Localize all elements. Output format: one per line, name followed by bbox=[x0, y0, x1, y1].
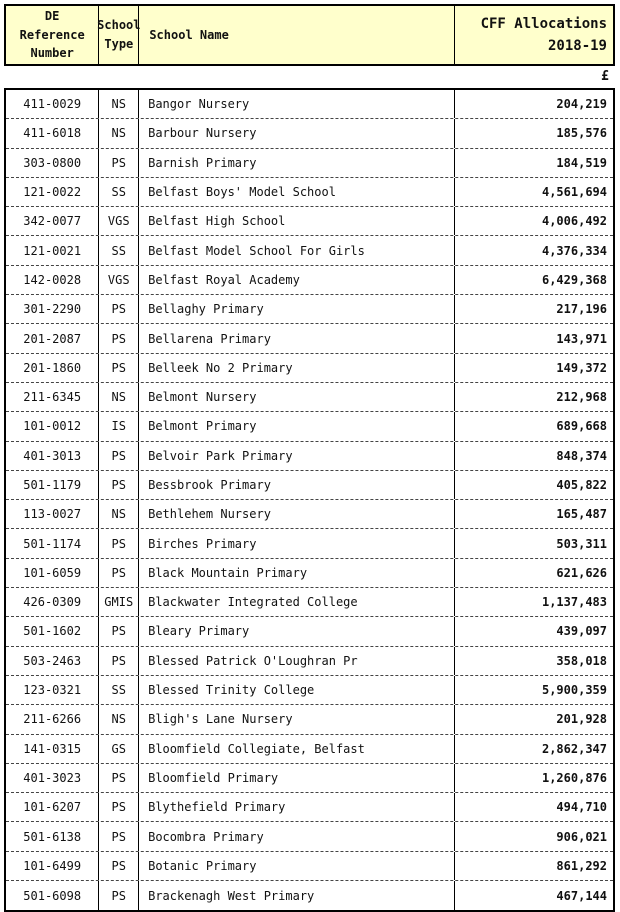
cell-allocation: 906,021 bbox=[556, 829, 607, 844]
cell-allocation: 5,900,359 bbox=[541, 683, 607, 698]
cell-school-name: Blackwater Integrated College bbox=[139, 588, 455, 616]
cell-school-type: PS bbox=[99, 442, 139, 470]
cell-allocation: 143,971 bbox=[556, 331, 607, 346]
table-row bbox=[6, 471, 613, 500]
cell-school-type: GS bbox=[99, 735, 139, 763]
cell-school-name: Blessed Patrick O'Loughran Pr bbox=[139, 647, 455, 675]
table-row bbox=[6, 852, 613, 881]
header-school-type: School Type bbox=[99, 6, 139, 64]
cell-allocation: 503,311 bbox=[556, 536, 607, 551]
table-row bbox=[6, 647, 613, 676]
cell-ref-number: 101-6499 bbox=[6, 852, 99, 880]
cell-ref-number: 426-0309 bbox=[6, 588, 99, 616]
cell-allocation: 149,372 bbox=[556, 360, 607, 375]
cell-school-name: Blythefield Primary bbox=[139, 793, 455, 821]
cell-allocation: 212,968 bbox=[556, 390, 607, 405]
table-row bbox=[6, 822, 613, 851]
cell-allocation: 689,668 bbox=[556, 419, 607, 434]
table-row bbox=[6, 207, 613, 236]
cell-allocation: 848,374 bbox=[556, 448, 607, 463]
cell-school-type: VGS bbox=[99, 266, 139, 294]
cell-school-name: Belfast High School bbox=[139, 207, 455, 235]
table-row bbox=[6, 735, 613, 764]
table-row bbox=[6, 588, 613, 617]
cell-allocation: 1,137,483 bbox=[541, 595, 607, 610]
cell-school-type: PS bbox=[99, 149, 139, 177]
table-row bbox=[6, 529, 613, 558]
cell-allocation: 467,144 bbox=[556, 888, 607, 903]
cell-allocation: 201,928 bbox=[556, 712, 607, 727]
cell-school-name: Bangor Nursery bbox=[139, 90, 455, 118]
cell-allocation: 4,006,492 bbox=[541, 214, 607, 229]
cell-school-type: PS bbox=[99, 354, 139, 382]
cell-school-name: Bloomfield Collegiate, Belfast bbox=[139, 735, 455, 763]
cell-school-name: Belfast Boys' Model School bbox=[139, 178, 455, 206]
cell-ref-number: 101-0012 bbox=[6, 412, 99, 440]
table-row bbox=[6, 90, 613, 119]
cell-school-name: Bloomfield Primary bbox=[139, 764, 455, 792]
cell-ref-number: 211-6345 bbox=[6, 383, 99, 411]
cell-school-type: PS bbox=[99, 471, 139, 499]
cell-school-name: Bellaghy Primary bbox=[139, 295, 455, 323]
cell-allocation: 2,862,347 bbox=[541, 741, 607, 756]
cell-school-type: VGS bbox=[99, 207, 139, 235]
table-row bbox=[6, 442, 613, 471]
cell-school-name: Bellarena Primary bbox=[139, 324, 455, 352]
cell-school-type: NS bbox=[99, 119, 139, 147]
cell-ref-number: 342-0077 bbox=[6, 207, 99, 235]
cell-allocation: 204,219 bbox=[556, 97, 607, 112]
cell-school-type: GMIS bbox=[99, 588, 139, 616]
cell-ref-number: 123-0321 bbox=[6, 676, 99, 704]
table-header bbox=[4, 4, 615, 66]
cell-ref-number: 211-6266 bbox=[6, 705, 99, 733]
cell-school-type: PS bbox=[99, 559, 139, 587]
table-row bbox=[6, 881, 613, 910]
cell-school-name: Bessbrook Primary bbox=[139, 471, 455, 499]
cell-ref-number: 201-1860 bbox=[6, 354, 99, 382]
cell-school-type: NS bbox=[99, 90, 139, 118]
cell-ref-number: 501-6098 bbox=[6, 881, 99, 910]
cell-school-type: SS bbox=[99, 178, 139, 206]
cell-school-type: NS bbox=[99, 383, 139, 411]
cell-school-name: Bethlehem Nursery bbox=[139, 500, 455, 528]
table-row bbox=[6, 500, 613, 529]
table-body bbox=[4, 88, 615, 912]
cell-ref-number: 401-3023 bbox=[6, 764, 99, 792]
cell-school-name: Belleek No 2 Primary bbox=[139, 354, 455, 382]
table-row bbox=[6, 149, 613, 178]
cell-ref-number: 411-0029 bbox=[6, 90, 99, 118]
header-cff-allocations: CFF Allocations 2018-19 bbox=[480, 15, 607, 54]
cell-school-name: Belmont Nursery bbox=[139, 383, 455, 411]
cell-ref-number: 301-2290 bbox=[6, 295, 99, 323]
cell-ref-number: 121-0022 bbox=[6, 178, 99, 206]
cell-ref-number: 113-0027 bbox=[6, 500, 99, 528]
table-row bbox=[6, 412, 613, 441]
cell-allocation: 4,561,694 bbox=[541, 185, 607, 200]
cell-school-type: IS bbox=[99, 412, 139, 440]
cell-school-name: Bocombra Primary bbox=[139, 822, 455, 850]
table-row bbox=[6, 178, 613, 207]
cell-school-type: PS bbox=[99, 295, 139, 323]
cell-school-name: Brackenagh West Primary bbox=[139, 881, 455, 910]
cell-allocation: 405,822 bbox=[556, 478, 607, 492]
cell-ref-number: 101-6059 bbox=[6, 559, 99, 587]
cell-school-type: PS bbox=[99, 881, 139, 910]
header-school-name: School Name bbox=[139, 6, 455, 64]
table-row bbox=[6, 236, 613, 265]
cell-school-type: PS bbox=[99, 617, 139, 645]
cell-school-type: PS bbox=[99, 764, 139, 792]
header-ref-number: DE Reference Number bbox=[6, 6, 99, 64]
cell-school-name: Bligh's Lane Nursery bbox=[139, 705, 455, 733]
cell-allocation: 217,196 bbox=[556, 302, 607, 317]
cell-school-name: Botanic Primary bbox=[139, 852, 455, 880]
cell-school-name: Black Mountain Primary bbox=[139, 559, 455, 587]
table-row bbox=[6, 676, 613, 705]
cell-ref-number: 101-6207 bbox=[6, 793, 99, 821]
cell-school-name: Belvoir Park Primary bbox=[139, 442, 455, 470]
cell-allocation: 861,292 bbox=[556, 858, 607, 873]
cell-school-type: PS bbox=[99, 822, 139, 850]
cell-school-name: Bleary Primary bbox=[139, 617, 455, 645]
table-row bbox=[6, 266, 613, 295]
cell-ref-number: 141-0315 bbox=[6, 735, 99, 763]
table-row bbox=[6, 559, 613, 588]
cell-ref-number: 401-3013 bbox=[6, 442, 99, 470]
currency-symbol: £ bbox=[601, 69, 609, 84]
cell-ref-number: 501-1179 bbox=[6, 471, 99, 499]
cell-ref-number: 411-6018 bbox=[6, 119, 99, 147]
cell-ref-number: 501-6138 bbox=[6, 822, 99, 850]
cell-school-name: Belfast Royal Academy bbox=[139, 266, 455, 294]
cell-allocation: 4,376,334 bbox=[541, 243, 607, 258]
cell-school-type: PS bbox=[99, 793, 139, 821]
cell-allocation: 1,260,876 bbox=[541, 770, 607, 785]
table-row bbox=[6, 764, 613, 793]
cell-school-name: Belfast Model School For Girls bbox=[139, 236, 455, 264]
table-row bbox=[6, 705, 613, 734]
cell-allocation: 6,429,368 bbox=[541, 272, 607, 287]
cell-school-name: Blessed Trinity College bbox=[139, 676, 455, 704]
cell-school-name: Barbour Nursery bbox=[139, 119, 455, 147]
cell-ref-number: 121-0021 bbox=[6, 236, 99, 264]
cell-ref-number: 501-1174 bbox=[6, 529, 99, 557]
cell-ref-number: 142-0028 bbox=[6, 266, 99, 294]
cell-school-type: PS bbox=[99, 529, 139, 557]
cell-school-type: NS bbox=[99, 500, 139, 528]
cell-ref-number: 503-2463 bbox=[6, 647, 99, 675]
cell-school-type: PS bbox=[99, 324, 139, 352]
cell-school-type: PS bbox=[99, 852, 139, 880]
cell-allocation: 185,576 bbox=[556, 126, 607, 141]
cell-school-type: SS bbox=[99, 676, 139, 704]
cell-allocation: 439,097 bbox=[556, 624, 607, 639]
table-row bbox=[6, 354, 613, 383]
table-row bbox=[6, 793, 613, 822]
cell-allocation: 165,487 bbox=[556, 507, 607, 522]
table-row bbox=[6, 324, 613, 353]
cell-allocation: 621,626 bbox=[556, 565, 607, 580]
cell-school-type: SS bbox=[99, 236, 139, 264]
table-row bbox=[6, 383, 613, 412]
table-row bbox=[6, 119, 613, 148]
table-row bbox=[6, 617, 613, 646]
table-row bbox=[6, 295, 613, 324]
cell-school-name: Barnish Primary bbox=[139, 149, 455, 177]
allocations-table bbox=[4, 4, 615, 912]
cell-allocation: 184,519 bbox=[556, 155, 607, 170]
cell-ref-number: 501-1602 bbox=[6, 617, 99, 645]
cell-school-name: Belmont Primary bbox=[139, 412, 455, 440]
cell-allocation: 494,710 bbox=[556, 800, 607, 815]
cell-school-type: PS bbox=[99, 647, 139, 675]
cell-allocation: 358,018 bbox=[556, 653, 607, 668]
cell-school-type: NS bbox=[99, 705, 139, 733]
cell-ref-number: 201-2087 bbox=[6, 324, 99, 352]
cell-ref-number: 303-0800 bbox=[6, 149, 99, 177]
cell-school-name: Birches Primary bbox=[139, 529, 455, 557]
